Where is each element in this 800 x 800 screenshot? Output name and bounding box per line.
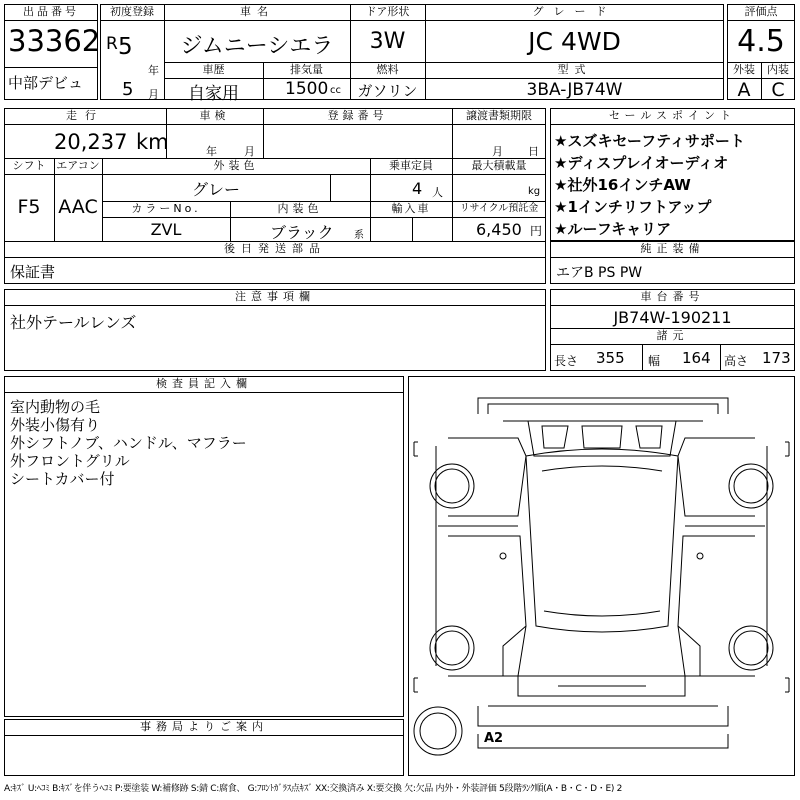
shift-label: シフト (12, 159, 46, 172)
inspector-note: 外フロントグリル (10, 452, 130, 470)
score-label: 評価点 (744, 5, 778, 18)
factory-equip-label: 純正装備 (640, 242, 705, 255)
grade: JC 4WD (528, 27, 621, 56)
capacity-label: 乗車定員 (389, 159, 433, 172)
exterior-score: A (737, 79, 751, 101)
transfer-day-unit: 日 (528, 145, 539, 158)
chassis-no-value: JB74W-190211 (613, 308, 732, 327)
legend-text: A:ｷｽﾞ U:ﾍｺﾐ B:ｷｽﾞを伴うﾍｺﾐ P:要塗装 W:補修跡 S:錆 C:腐食、 G:ﾌﾛﾝﾄｶﾞﾗｽ点ｷｽﾞ XX:交換済み X:要交換 欠:欠品 内外・外装評価 5段階ﾗﾝｸ順(A・B・C・D・E) 2 (4, 784, 623, 794)
int-color-label: 内装色 (277, 202, 323, 215)
mileage-value: 20,237 (54, 130, 128, 154)
int-color-suffix: 系 (354, 230, 364, 241)
grade-label: グレード (532, 5, 617, 18)
first-reg-label: 初度登録 (110, 5, 154, 18)
recycle-value: 6,450 (476, 220, 522, 239)
sales-point-item: ★ルーフキャリア (554, 220, 672, 238)
mileage-label: 走行 (66, 109, 104, 122)
lot-number: 33362 (8, 24, 101, 58)
mileage-unit: km (136, 130, 169, 154)
car-outline-diagram (408, 376, 795, 776)
import-label: 輸入車 (391, 202, 431, 215)
reg-month-unit: 月 (148, 88, 159, 101)
sales-point-item: ★1インチリフトアップ (554, 198, 712, 216)
inspector-note: 外装小傷有り (10, 416, 101, 434)
height-label: 高さ (724, 354, 749, 368)
aircon-label: エアコン (56, 159, 100, 172)
capacity-unit: 人 (432, 186, 443, 199)
lot-number-label: 出品番号 (23, 5, 79, 18)
transfer-month-unit: 月 (492, 145, 503, 158)
transfer-docs-label: 譲渡書類期限 (466, 109, 532, 122)
ext-color-value: グレー (191, 180, 240, 199)
int-color-value: ブラック (270, 223, 334, 242)
width-value: 164 (682, 349, 711, 367)
later-parts-label: 後日発送部品 (224, 242, 326, 255)
sales-point-item: ★社外16インチAW (554, 176, 691, 194)
interior-score-label: 内装 (767, 63, 789, 76)
reg-number-label: 登録番号 (327, 109, 388, 122)
ext-color-label: 外装色 (213, 159, 259, 172)
reg-year: 5 (118, 34, 133, 60)
door-label: ドア形状 (365, 5, 410, 18)
car-name-label: 車名 (240, 5, 274, 18)
later-parts-value: 保証書 (10, 263, 56, 281)
exterior-score-label: 外装 (733, 63, 755, 76)
fuel: ガソリン (357, 82, 418, 100)
inspection-year-unit: 年 (206, 145, 217, 158)
sales-points-label: セールスポイント (608, 109, 736, 122)
max-load-label: 最大積載量 (471, 159, 527, 172)
diagram-damage-mark: A2 (484, 731, 504, 746)
office-label: 事務局よりご案内 (140, 720, 268, 733)
reg-month: 5 (122, 79, 134, 100)
specs-label: 諸元 (656, 329, 689, 342)
reg-year-unit: 年 (148, 64, 159, 77)
car-history: 自家用 (188, 84, 239, 104)
sales-point-item: ★スズキセーフティサポート (554, 132, 745, 150)
car-name: ジムニーシエラ (180, 34, 334, 59)
recycle-label: リサイクル預託金 (459, 203, 539, 214)
color-no-value: ZVL (150, 220, 182, 239)
shift-value: F5 (17, 196, 41, 218)
fuel-label: 燃料 (376, 63, 399, 76)
inspector-note: 外シフトノブ、ハンドル、マフラー (10, 434, 247, 452)
door-type: 3W (369, 29, 406, 54)
factory-equip-value: エアB PS PW (556, 265, 643, 281)
model-code: 3BA-JB74W (526, 80, 623, 100)
length-value: 355 (596, 349, 625, 367)
notes-value: 社外テールレンズ (10, 313, 137, 332)
debut-label: 中部デビュ (8, 74, 84, 92)
displacement: 1500 (285, 79, 329, 99)
inspection-month-unit: 月 (244, 145, 255, 158)
history-label: 車歴 (202, 63, 225, 76)
aircon-value: AAC (58, 196, 98, 218)
model-label: 型式 (557, 63, 592, 76)
displacement-unit: cc (330, 85, 341, 96)
chassis-no-label: 車台番号 (640, 290, 705, 303)
color-no-label: カラーNo. (131, 202, 201, 215)
reg-era: R (106, 34, 118, 54)
inspector-note: シートカバー付 (10, 470, 115, 488)
width-label: 幅 (648, 354, 661, 368)
sales-point-item: ★ディスプレイオーディオ (554, 154, 729, 172)
interior-score: C (771, 79, 785, 101)
inspector-note: 室内動物の毛 (10, 398, 101, 416)
inspector-label: 検査員記入欄 (156, 377, 252, 390)
length-label: 長さ (554, 354, 579, 368)
capacity-value: 4 (412, 179, 423, 198)
notes-label: 注意事項欄 (235, 290, 315, 303)
max-load-unit: kg (528, 186, 541, 197)
overall-score: 4.5 (737, 24, 785, 59)
displacement-label: 排気量 (290, 63, 323, 76)
recycle-unit: 円 (530, 224, 543, 238)
height-value: 173 (762, 349, 791, 367)
inspection-label: 車検 (199, 109, 230, 122)
